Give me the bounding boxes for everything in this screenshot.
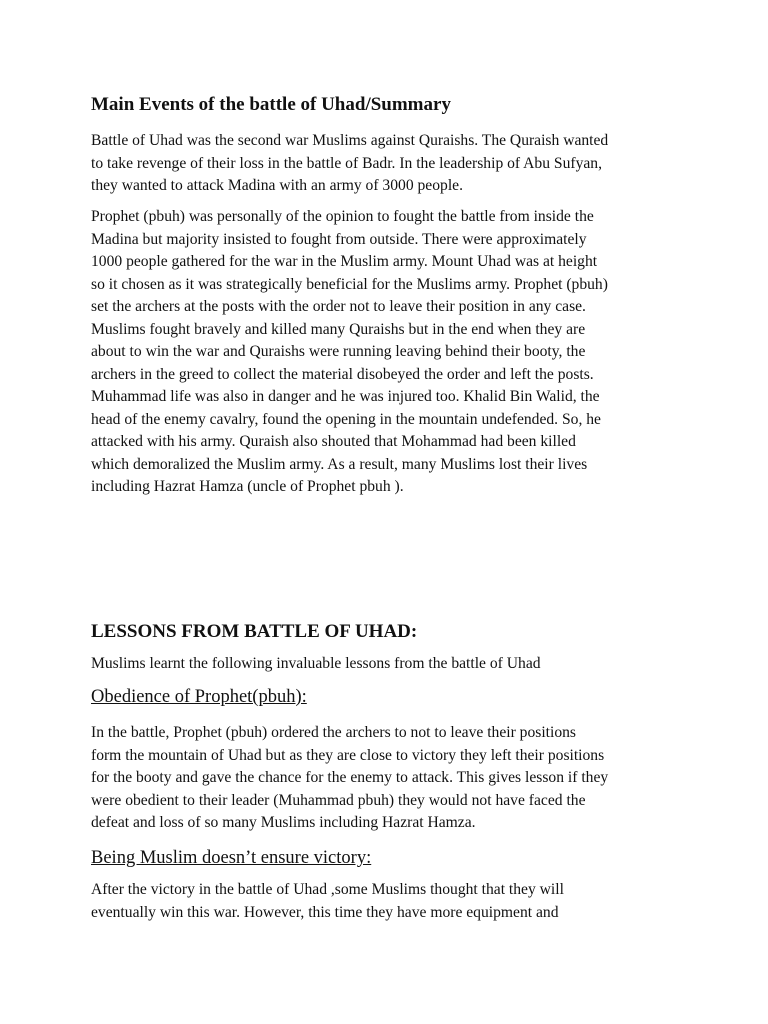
lesson-obedience-title: Obedience of Prophet(pbuh):: [91, 687, 307, 707]
lesson-victory-text: After the victory in the battle of Uhad ,some Muslims thought that they will eventually win this war. However, this time they have more equipment and: [91, 881, 564, 921]
lessons-heading: LESSONS FROM BATTLE OF UHAD:: [91, 621, 418, 642]
lesson-obedience-text: In the battle, Prophet (pbuh) ordered the archers to not to leave their positions form the mountain of Uhad but as they are close to victory they left their positions for the booty and gave the chance for the enemy to attack. This gives lesson if they were obedient to their leader (Muhammad pbuh) they would not have faced the defeat and loss of so many Muslims including Hazrat Hamza.: [91, 724, 609, 831]
summary-heading: Main Events of the battle of Uhad/Summary: [91, 94, 451, 115]
lesson-victory-title: Being Muslim doesn’t ensure victory:: [91, 848, 372, 868]
summary-paragraph-1: Battle of Uhad was the second war Muslims against Quraishs. The Quraish wanted to take revenge of their loss in the battle of Badr. In the leadership of Abu Sufyan, they wanted to attack Madina with an army of 3000 people.: [91, 132, 609, 194]
summary-paragraph-2: Prophet (pbuh) was personally of the opinion to fought the battle from inside the Madina but majority insisted to fought from outside. There were approximately 1000 people gathered for the war in the Muslim army. Mount Uhad was at height so it chosen as it was strategically beneficial for the Muslims army. Prophet (pbuh) set the archers at the posts with the order not to leave their position in any case. Muslims fought bravely and killed many Quraishs but in the end when they are about to win the war and Quraishs were running leaving behind their booty, the archers in the greed to collect the material disobeyed the order and left the posts. Muhammad life was also in danger and he was injured too. Khalid Bin Walid, the head of the enemy cavalry, found the opening in the mountain undefended. So, he attacked with his army. Quraish also shouted that Mohammad had been killed which demoralized the Muslim army. As a result, many Muslims lost their lives including Hazrat Hamza (uncle of Prophet pbuh ).: [91, 208, 608, 495]
lessons-intro: Muslims learnt the following invaluable lessons from the battle of Uhad: [91, 655, 541, 672]
